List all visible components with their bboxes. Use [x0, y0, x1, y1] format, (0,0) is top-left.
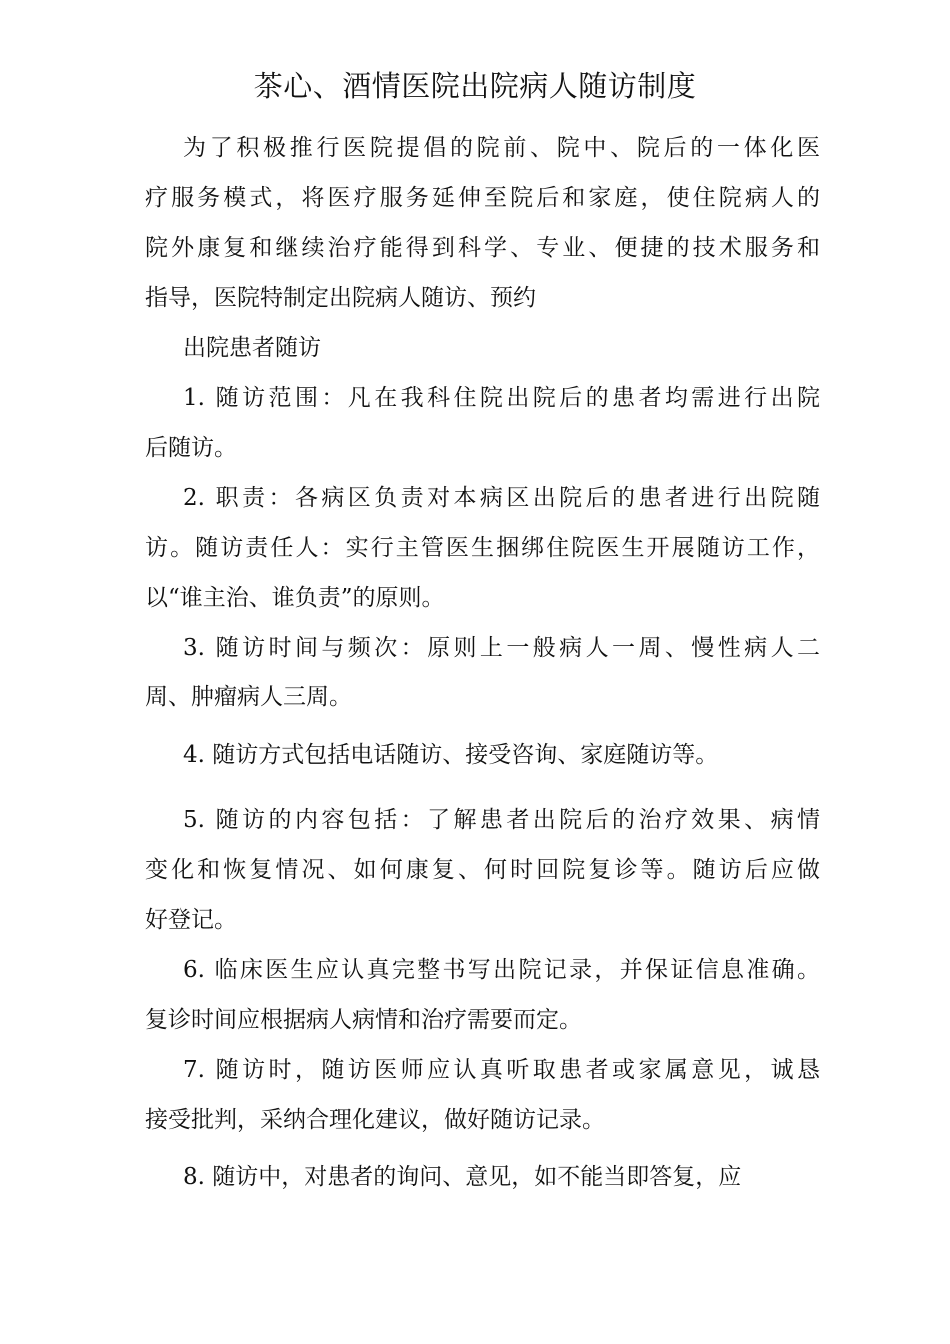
item-6-line-1: 6. 临床医生应认真完整书写出院记录，并保证信息准确。	[183, 957, 820, 983]
item-8-line-1: 8. 随访中，对患者的询问、意见，如不能当即答复，应	[183, 1164, 742, 1190]
item-2-line-3: 以“谁主治、谁负责”的原则。	[145, 585, 445, 611]
item-6-line-2: 复诊时间应根据病人病情和治疗需要而定。	[145, 1007, 582, 1033]
item-2-line-2: 访。随访责任人：实行主管医生捆绑住院医生开展随访工作，	[145, 535, 820, 561]
item-1-line-1: 1. 随访范围：凡在我科住院出院后的患者均需进行出院	[183, 385, 820, 411]
intro-line-4: 指导，医院特制定出院病人随访、预约	[145, 285, 536, 311]
item-3-line-1: 3. 随访时间与频次：原则上一般病人一周、慢性病人二	[183, 635, 820, 661]
item-5-line-2: 变化和恢复情况、如何康复、何时回院复诊等。随访后应做	[145, 857, 820, 883]
item-5-line-3: 好登记。	[145, 907, 237, 933]
intro-line-3: 院外康复和继续治疗能得到科学、专业、便捷的技术服务和	[145, 235, 820, 261]
item-2-line-1: 2. 职责：各病区负责对本病区出院后的患者进行出院随	[183, 485, 820, 511]
section-heading: 出院患者随访	[183, 335, 321, 361]
document-title: 茶心、酒情医院出院病人随访制度	[253, 69, 697, 103]
item-7-line-2: 接受批判，采纳合理化建议，做好随访记录。	[145, 1107, 605, 1133]
intro-line-2: 疗服务模式，将医疗服务延伸至院后和家庭，使住院病人的	[145, 185, 820, 211]
intro-line-1: 为了积极推行医院提倡的院前、院中、院后的一体化医	[183, 135, 820, 161]
item-4-line-1: 4. 随访方式包括电话随访、接受咨询、家庭随访等。	[183, 742, 719, 768]
item-1-line-2: 后随访。	[145, 435, 237, 461]
item-5-line-1: 5. 随访的内容包括：了解患者出院后的治疗效果、病情	[183, 807, 820, 833]
item-3-line-2: 周、肿瘤病人三周。	[145, 684, 352, 710]
item-7-line-1: 7. 随访时，随访医师应认真听取患者或家属意见，诚恳	[183, 1057, 820, 1083]
